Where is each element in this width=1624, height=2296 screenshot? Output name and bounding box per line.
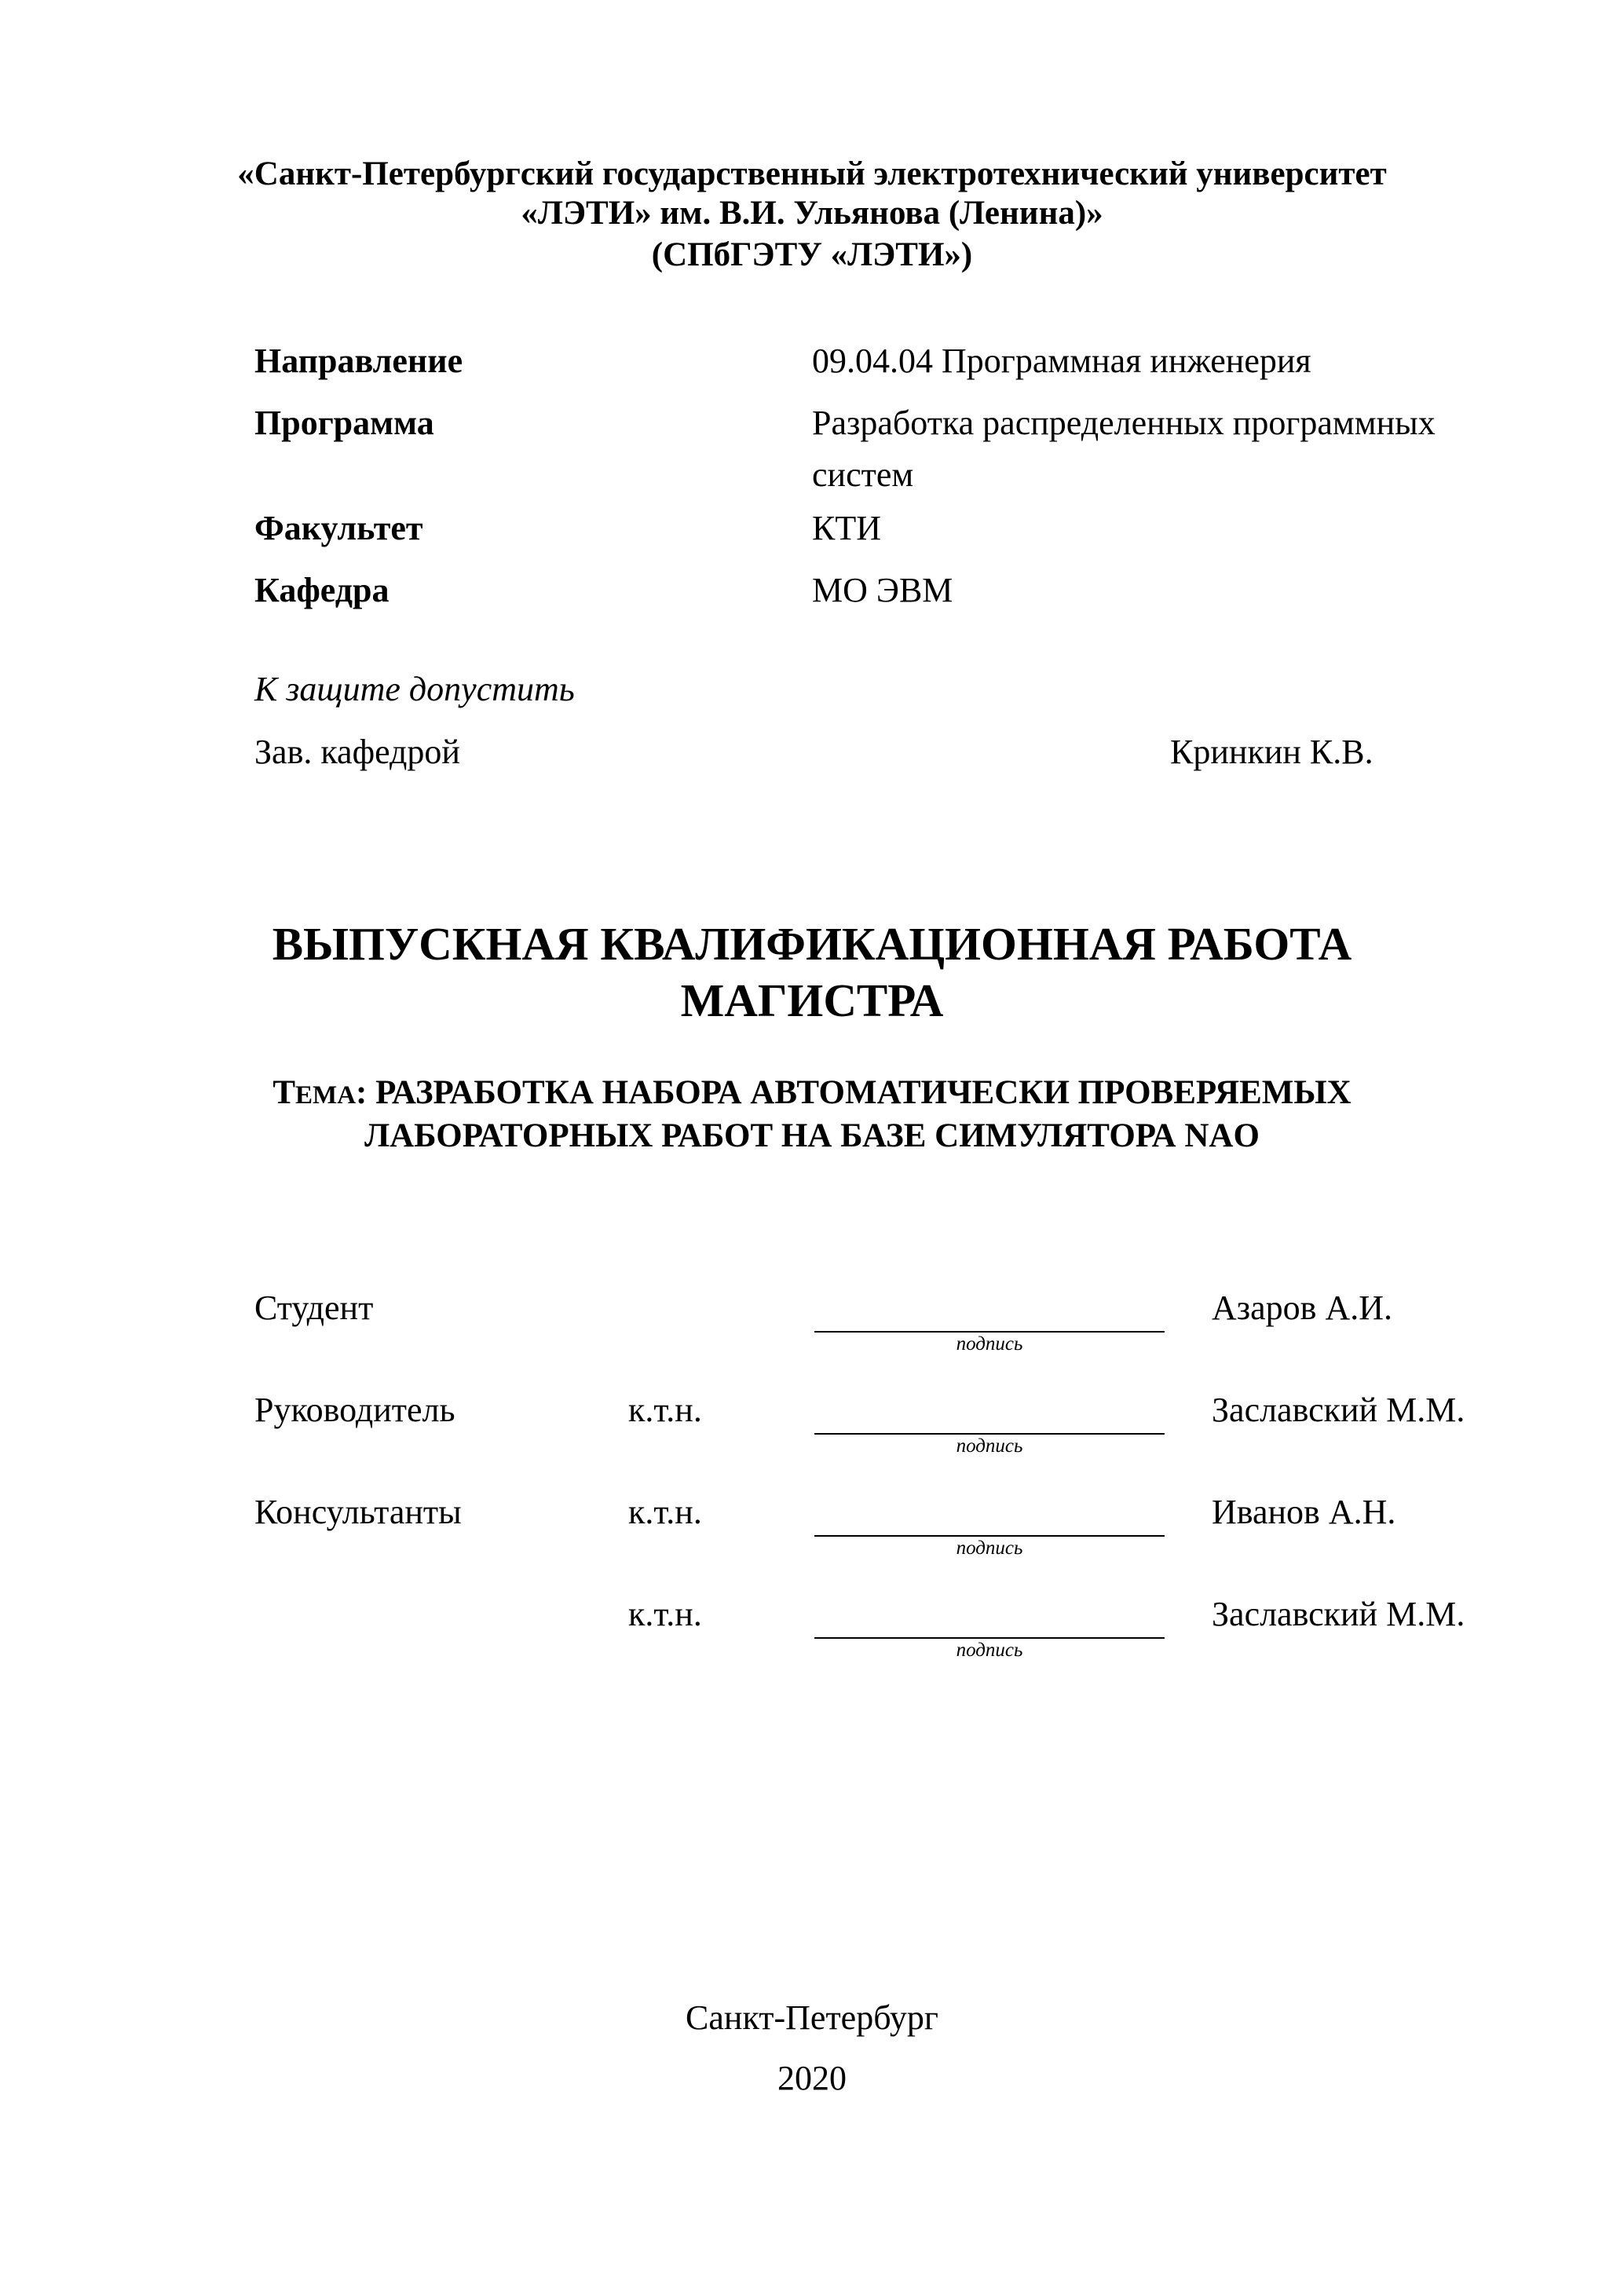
signature-role-supervisor: Руководитель xyxy=(254,1391,455,1429)
university-abbreviation: (СПбГЭТУ «ЛЭТИ») xyxy=(651,236,973,273)
program-label: Программа xyxy=(254,404,434,442)
approval-note: К защите допустить xyxy=(254,670,575,708)
signature-role-student: Студент xyxy=(254,1289,374,1327)
signature-role-consultants: Консультанты xyxy=(254,1493,462,1531)
topic-text-line-1: РАЗРАБОТКА НАБОРА АВТОМАТИЧЕСКИ ПРОВЕРЯЕМЫХ xyxy=(367,1074,1352,1111)
signature-degree-consultant-2: к.т.н. xyxy=(628,1595,702,1633)
signature-name-supervisor: Заславский М.М. xyxy=(1212,1391,1465,1429)
signature-name-student: Азаров А.И. xyxy=(1212,1289,1393,1327)
faculty-value: КТИ xyxy=(812,509,881,547)
signature-degree-supervisor: к.т.н. xyxy=(628,1391,702,1429)
department-value: МО ЭВМ xyxy=(812,571,953,609)
direction-label: Направление xyxy=(254,342,463,380)
topic-prefix-initial: Т xyxy=(272,1074,296,1111)
university-name-line-2: «ЛЭТИ» им. В.И. Ульянова (Ленина)» xyxy=(521,195,1103,232)
faculty-label: Факультет xyxy=(254,509,423,547)
topic-colon: : xyxy=(356,1074,368,1111)
footer-year: 2020 xyxy=(777,2059,847,2097)
topic-line-2: ЛАБОРАТОРНЫХ РАБОТ НА БАЗЕ СИМУЛЯТОРА NAO xyxy=(364,1117,1260,1154)
signature-degree-consultant-1: к.т.н. xyxy=(628,1493,702,1531)
topic-line-1 xyxy=(0,1071,1624,1117)
signature-name-consultant-2: Заславский М.М. xyxy=(1212,1595,1465,1633)
signature-caption-supervisor: подпись xyxy=(956,1435,1023,1457)
signature-caption-consultant-1: подпись xyxy=(956,1537,1023,1559)
approval-position: Зав. кафедрой xyxy=(254,733,460,771)
signature-caption-student: подпись xyxy=(956,1333,1023,1355)
document-title-line-2: МАГИСТРА xyxy=(680,974,944,1026)
approval-name: Кринкин К.В. xyxy=(1170,733,1373,771)
program-value-line-1: Разработка распределенных программных xyxy=(812,404,1436,442)
university-name-line-1: «Санкт-Петербургский государственный электротехнический университет xyxy=(237,155,1387,192)
signature-caption-consultant-2: подпись xyxy=(956,1640,1023,1661)
footer-city: Санкт-Петербург xyxy=(686,1998,938,2037)
signature-name-consultant-1: Иванов А.Н. xyxy=(1212,1493,1396,1531)
topic-prefix-rest: ЕМА xyxy=(295,1081,357,1110)
department-label: Кафедра xyxy=(254,571,390,609)
program-value-line-2: систем xyxy=(812,455,914,494)
document-title-line-1: ВЫПУСКНАЯ КВАЛИФИКАЦИОННАЯ РАБОТА xyxy=(272,918,1352,970)
direction-value: 09.04.04 Программная инженерия xyxy=(812,342,1311,380)
